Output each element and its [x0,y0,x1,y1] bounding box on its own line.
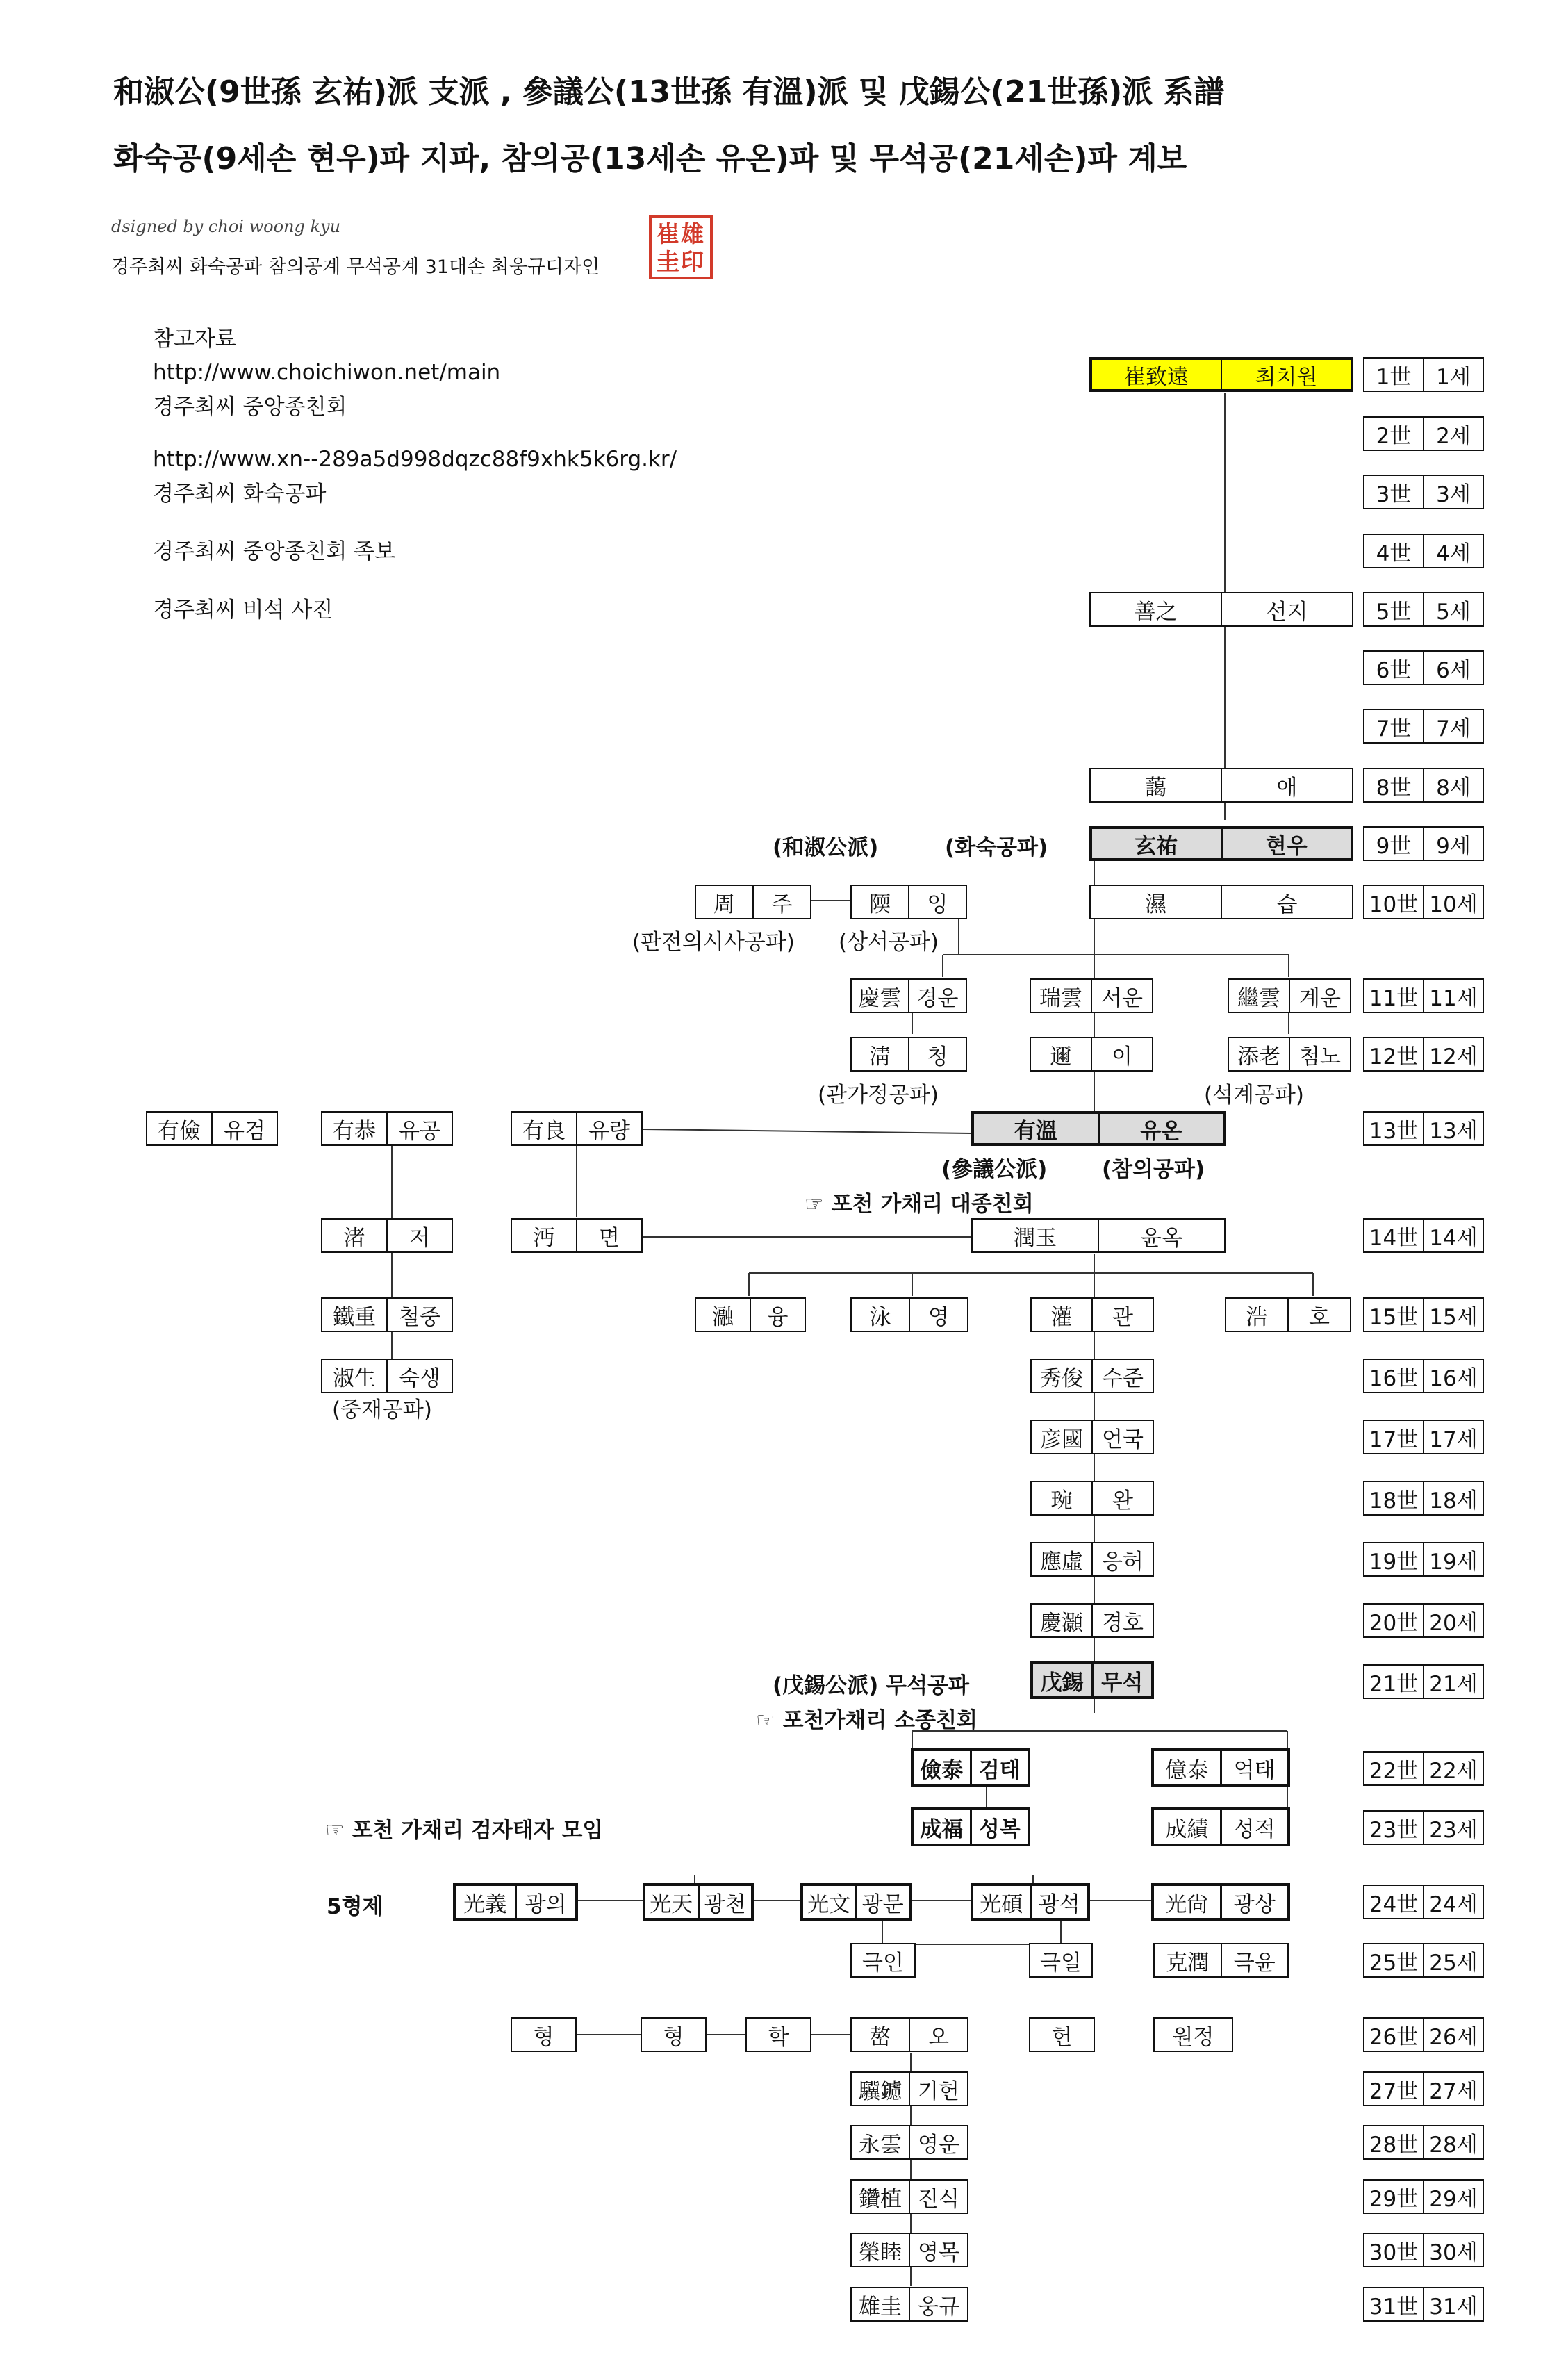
generation-row: 14世 14세 [1363,1218,1484,1253]
generation-row: 23世 23세 [1363,1810,1484,1845]
generation-row: 27世 27세 [1363,2071,1484,2106]
branch-label: (참의공파) [1102,1157,1205,1182]
person-node[interactable]: 淑生 숙생 [321,1359,453,1393]
generation-row: 13世 13세 [1363,1111,1484,1146]
person-node-hyeonu[interactable]: 玄祐 현우 [1089,826,1353,861]
person-node[interactable]: 有良 유량 [511,1111,643,1146]
generation-row: 26世 26세 [1363,2017,1484,2052]
person-node[interactable]: 학 [745,2017,811,2052]
person-node[interactable]: 成績 성적 [1151,1807,1290,1846]
person-node[interactable]: 浩 호 [1225,1297,1351,1332]
generation-row: 10世 10세 [1363,885,1484,919]
branch-label: (석계공파) [1204,1083,1304,1108]
person-node[interactable]: 有儉 유검 [146,1111,278,1146]
person-node[interactable]: 琬 완 [1030,1481,1154,1516]
branch-label: (중재공파) [332,1397,432,1422]
person-node[interactable]: 慶灝 경호 [1030,1603,1154,1638]
generation-row: 4世 4세 [1363,534,1484,568]
reference-text: 경주최씨 화숙공파 [153,482,327,507]
title-hanja: 和淑公(9世孫 玄祐)派 支派 , 參議公(13世孫 有溫)派 및 戊錫公(21世孫)派 系譜 [113,74,1225,110]
generation-row: 29世 29세 [1363,2179,1484,2214]
person-node[interactable]: 瑞雲 서운 [1030,978,1153,1013]
person-node[interactable]: 鑽植 진식 [850,2179,968,2214]
title-korean: 화숙공(9세손 현우)파 지파, 참의공(13세손 유온)파 및 무석공(21세손)파 계보 [113,141,1187,177]
person-node-museok[interactable]: 戊錫 무석 [1030,1661,1154,1699]
person-node[interactable]: 灌 관 [1030,1297,1154,1332]
person-node[interactable]: 榮睦 영목 [850,2233,968,2267]
person-node[interactable]: 克潤 극윤 [1153,1943,1289,1978]
generation-row: 1世 1세 [1363,357,1484,392]
person-node[interactable]: 周 주 [695,885,811,919]
person-node[interactable]: 添老 첨노 [1228,1037,1351,1072]
generation-row: 28世 28세 [1363,2125,1484,2160]
clan-association-label: ☞ 포천가채리 소종친회 [756,1708,978,1733]
branch-label: (戊錫公派) 무석공파 [773,1673,969,1698]
generation-row: 24世 24세 [1363,1885,1484,1919]
person-node[interactable]: 陾 잉 [850,885,967,919]
person-node[interactable]: 渚 저 [321,1218,453,1253]
generation-row: 17世 17세 [1363,1420,1484,1454]
person-node[interactable]: 沔 면 [511,1218,643,1253]
generation-row: 15世 15세 [1363,1297,1484,1332]
generation-row: 19世 19세 [1363,1542,1484,1577]
generation-row: 21世 21세 [1363,1664,1484,1699]
person-node[interactable]: 應虛 응허 [1030,1542,1154,1577]
branch-label: (판전의시사공파) [632,930,795,955]
branch-label: (화숙공파) [945,835,1048,860]
generation-row: 6世 6세 [1363,650,1484,685]
person-node[interactable]: 善之 선지 [1089,592,1353,627]
generation-row: 3世 3세 [1363,475,1484,509]
branch-label: (和淑公派) [773,835,879,860]
person-node[interactable]: 秀俊 수준 [1030,1359,1154,1393]
generation-row: 7世 7세 [1363,709,1484,744]
reference-link[interactable]: http://www.choichiwon.net/main [153,360,501,385]
subtitle: 경주최씨 화숙공파 참의공계 무석공계 31대손 최웅규디자인 [111,256,600,278]
person-node[interactable]: 雄圭 웅규 [850,2287,968,2322]
person-node[interactable]: 원정 [1153,2017,1233,2052]
person-node[interactable]: 光碩 광석 [971,1883,1090,1921]
reference-text: 경주최씨 중앙종친회 족보 [153,539,396,564]
generation-row: 5世 5세 [1363,592,1484,627]
generation-row: 20世 20세 [1363,1603,1484,1638]
person-node[interactable]: 淸 청 [850,1037,967,1072]
person-node[interactable]: 慶雲 경운 [850,978,967,1013]
generation-row: 30世 30세 [1363,2233,1484,2267]
branch-label: (관가정공파) [818,1083,939,1108]
reference-text: 경주최씨 중앙종친회 [153,395,347,420]
person-node[interactable]: 극인 [850,1943,916,1978]
person-node[interactable]: 有恭 유공 [321,1111,453,1146]
person-node[interactable]: 億泰 억태 [1151,1748,1290,1787]
person-node[interactable]: 嶅 오 [850,2017,968,2052]
person-node-yuon[interactable]: 有溫 유온 [971,1111,1226,1146]
branch-label: (상서공파) [839,930,939,955]
person-node[interactable]: 儉泰 검태 [911,1748,1030,1787]
reference-text: 경주최씨 비석 사진 [153,598,333,623]
designer-credit: dsigned by choi woong kyu [111,217,341,236]
person-node[interactable]: 형 [511,2017,577,2052]
person-node[interactable]: 瀜 융 [695,1297,806,1332]
person-node[interactable]: 泳 영 [850,1297,968,1332]
person-node[interactable]: 헌 [1029,2017,1095,2052]
reference-link[interactable]: http://www.xn--289a5d998dqzc88f9xhk5k6rg.kr/ [153,447,677,472]
person-node[interactable]: 光尙 광상 [1151,1883,1290,1921]
brothers-label: 5형제 [327,1894,383,1919]
generation-row: 8世 8세 [1363,768,1484,803]
person-node[interactable]: 永雲 영운 [850,2125,968,2160]
branch-label: (參議公派) [941,1157,1048,1182]
person-node[interactable]: 成福 성복 [911,1807,1030,1846]
generation-row: 16世 16세 [1363,1359,1484,1393]
references-heading: 참고자료 [153,327,236,352]
person-node[interactable]: 鐵重 철중 [321,1297,453,1332]
person-node[interactable]: 潤玉 윤옥 [971,1218,1226,1253]
generation-row: 11世 11세 [1363,978,1484,1013]
person-node[interactable]: 藹 애 [1089,768,1353,803]
generation-row: 18世 18세 [1363,1481,1484,1516]
person-node[interactable]: 극일 [1029,1943,1093,1978]
generation-row: 22世 22세 [1363,1751,1484,1786]
clan-association-label: ☞ 포천 가채리 검자태자 모임 [325,1818,604,1843]
person-node[interactable]: 光天 광천 [643,1883,754,1921]
clan-association-label: ☞ 포천 가채리 대종친회 [805,1192,1034,1217]
name-seal-stamp: 崔雄 圭印 [649,215,713,279]
person-node[interactable]: 光文 광문 [800,1883,912,1921]
generation-row: 25世 25세 [1363,1943,1484,1978]
generation-row: 9世 9세 [1363,826,1484,861]
person-node[interactable]: 光義 광의 [453,1883,578,1921]
person-node[interactable]: 驥鑢 기헌 [850,2071,968,2106]
generation-row: 31世 31세 [1363,2287,1484,2322]
person-node[interactable]: 濕 습 [1089,885,1353,919]
generation-row: 12世 12세 [1363,1037,1484,1072]
generation-row: 2世 2세 [1363,416,1484,451]
person-node[interactable]: 형 [641,2017,707,2052]
person-node[interactable]: 邇 이 [1030,1037,1153,1072]
person-node-choi-chiwon[interactable]: 崔致遠 최치원 [1089,357,1353,392]
person-node[interactable]: 彦國 언국 [1030,1420,1154,1454]
person-node[interactable]: 繼雲 계운 [1228,978,1351,1013]
